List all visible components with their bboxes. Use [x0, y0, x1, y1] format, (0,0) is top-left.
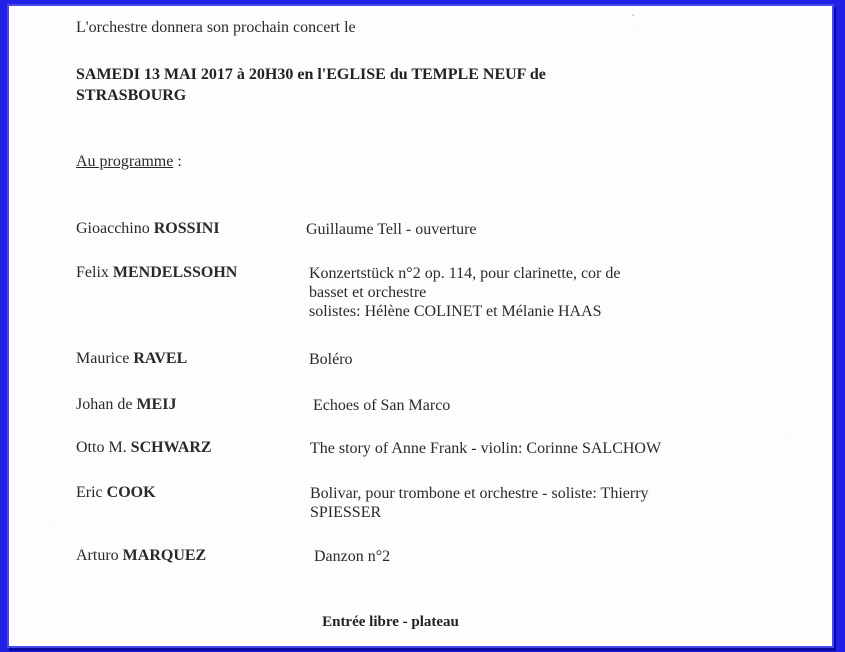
work-marquez [314, 547, 390, 566]
work-line: Danzon n°2 [314, 548, 391, 565]
composer-last-name: MEIJ [136, 396, 177, 413]
scan-speck [632, 14, 634, 16]
work-line: Konzertstück n°2 op. 114, pour clarinette, cor de [309, 265, 621, 282]
scan-speck [49, 526, 50, 527]
work-ravel [309, 350, 353, 369]
scanned-page [9, 6, 832, 646]
composer-marquez [76, 546, 206, 565]
program-heading-suffix: : [173, 153, 182, 170]
work-line: The story of Anne Frank - violin: Corinne SALCHOW [310, 440, 662, 457]
composer-first-name: Gioacchino [76, 220, 154, 237]
composer-first-name: Arturo [76, 547, 123, 564]
composer-first-name: Johan de [76, 396, 137, 413]
composer-rossini [76, 219, 220, 238]
composer-ravel [76, 349, 187, 368]
composer-last-name: MARQUEZ [122, 547, 207, 564]
scan-speck [789, 436, 790, 437]
scan-speck [637, 29, 638, 30]
composer-last-name: MENDELSSOHN [112, 264, 238, 281]
program-heading-label: Au programme [76, 153, 174, 170]
intro-text: L'orchestre donnera son prochain concert le [76, 19, 356, 36]
composer-first-name: Otto M. [76, 439, 131, 456]
composer-meij [76, 395, 176, 414]
work-line: Bolivar, pour trombone et orchestre - soliste: Thierry [310, 485, 649, 502]
composer-mendelssohn [76, 263, 237, 282]
composer-cook [76, 483, 156, 502]
composer-first-name: Felix [76, 264, 113, 281]
footer-admission: Entrée libre - plateau [322, 614, 459, 630]
work-line: Boléro [309, 351, 353, 368]
composer-last-name: SCHWARZ [130, 439, 212, 456]
work-mendelssohn [309, 264, 620, 321]
work-line: solistes: Hélène COLINET et Mélanie HAAS [309, 303, 602, 320]
work-meij [313, 396, 450, 415]
composer-last-name: ROSSINI [153, 220, 220, 237]
composer-last-name: RAVEL [133, 350, 188, 367]
concert-headline [76, 64, 696, 106]
work-line: Echoes of San Marco [313, 397, 451, 414]
composer-first-name: Maurice [76, 350, 134, 367]
composer-last-name: COOK [106, 484, 156, 501]
headline-line-1: SAMEDI 13 MAI 2017 à 20H30 en l'EGLISE du TEMPLE NEUF de [76, 66, 546, 83]
work-cook [310, 484, 649, 522]
headline-line-2: STRASBOURG [76, 87, 187, 104]
work-rossini [306, 220, 477, 239]
work-line: Guillaume Tell - ouverture [306, 221, 477, 238]
work-schwarz [310, 439, 661, 458]
composer-schwarz [76, 438, 212, 457]
composer-first-name: Eric [76, 484, 107, 501]
work-line: SPIESSER [310, 504, 382, 521]
work-line: basset et orchestre [309, 284, 427, 301]
program-heading [76, 152, 182, 171]
